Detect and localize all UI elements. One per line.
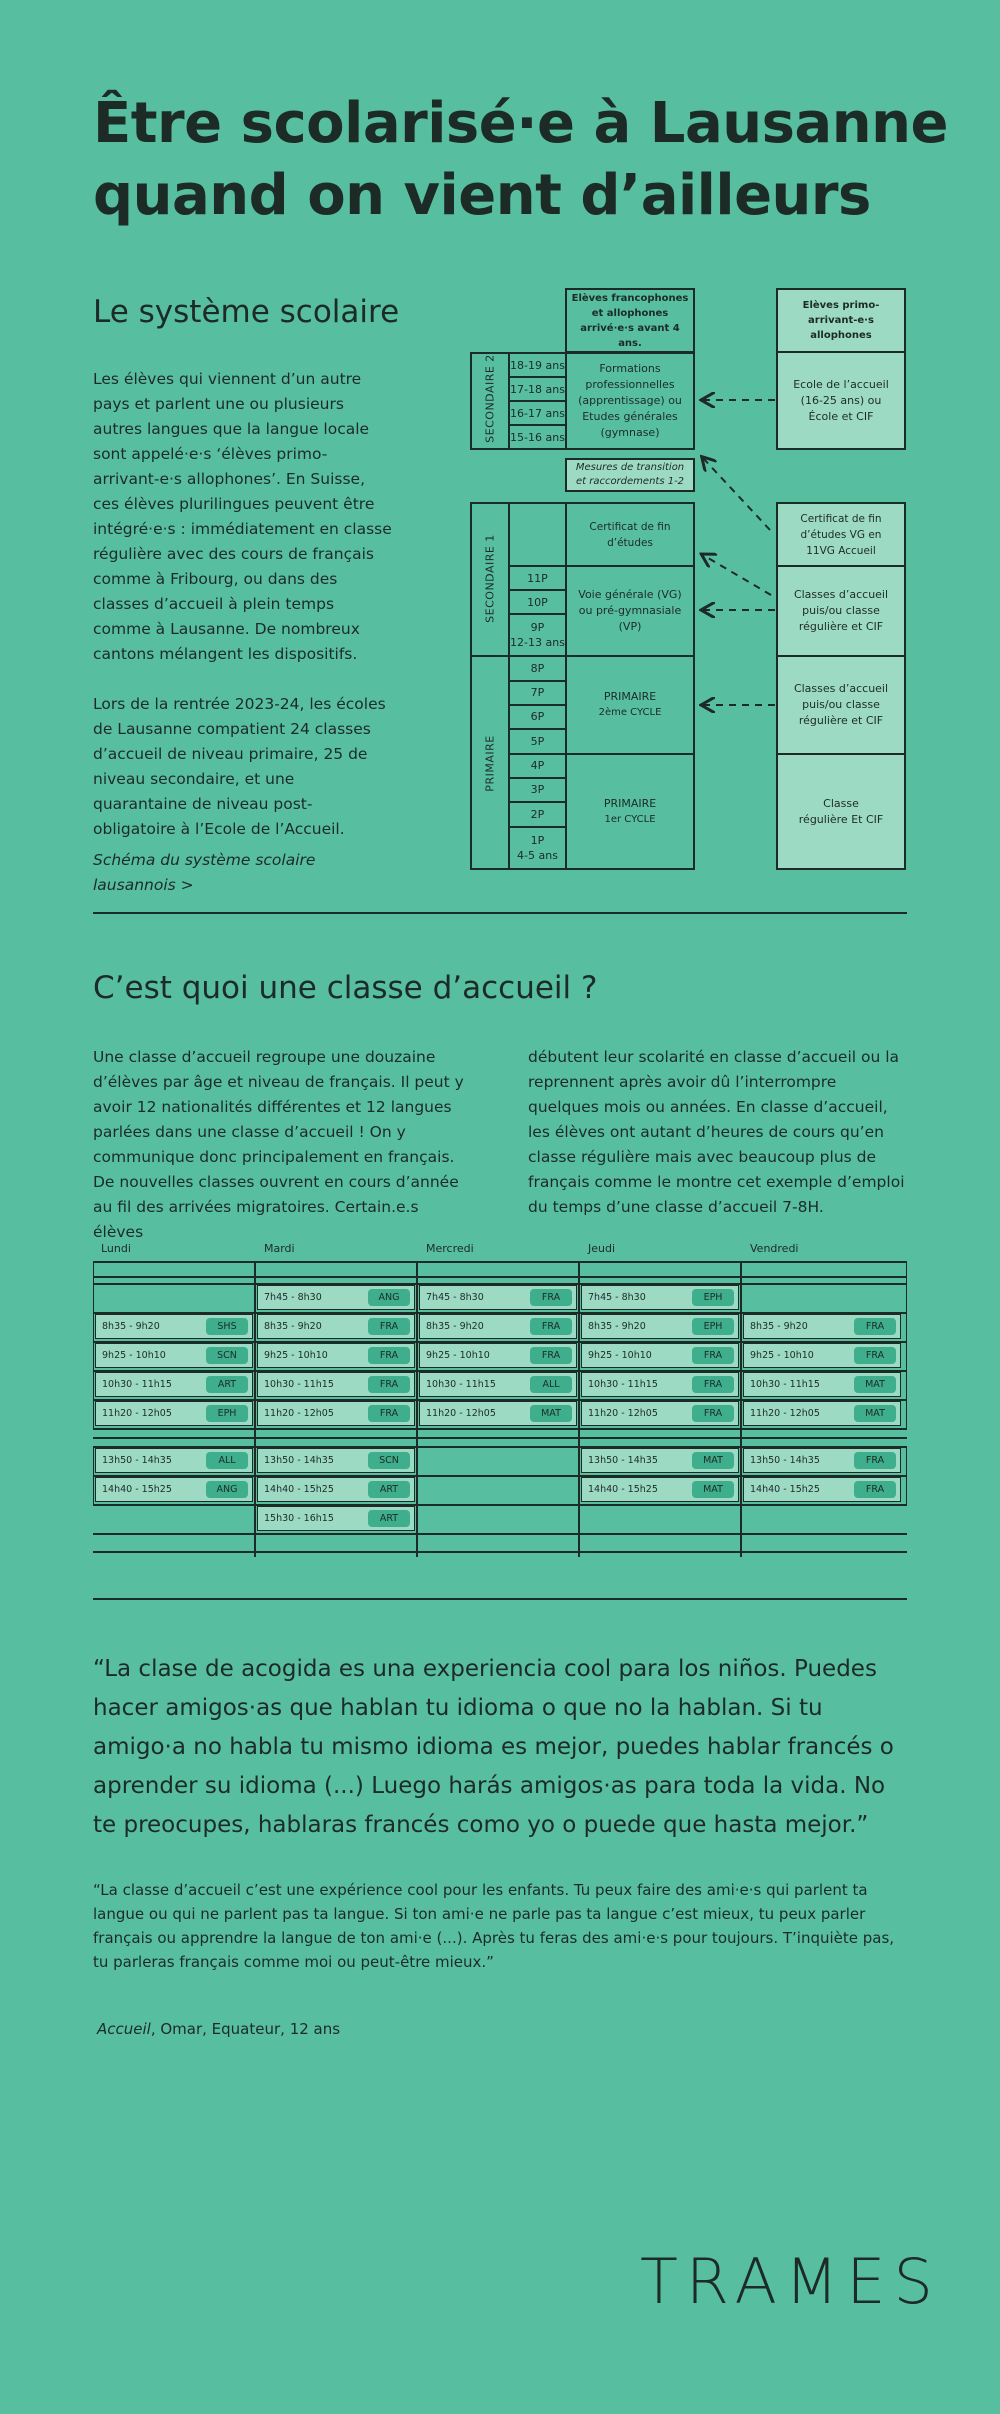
slot-subject-badge: ART [368,1510,410,1527]
primaire-cycle-1-sub: 1er CYCLE [604,813,656,825]
arrow-spacer-2 [703,470,770,525]
header-allophones-box [776,288,906,353]
certificat-fin-etudes: Certificat de fin d’études [589,520,671,549]
timetable-slot [743,1372,901,1397]
slot-time: 8h35 - 9h20 [588,1321,646,1332]
timetable-slot [743,1343,901,1368]
timetable-slot [257,1401,415,1426]
grade-2p: 2P [530,808,545,821]
slot-time: 9h25 - 10h10 [750,1350,814,1361]
slot-time: 13h50 - 14h35 [264,1455,334,1466]
slot-time: 14h40 - 15h25 [102,1484,172,1495]
timetable-slot [95,1372,253,1397]
slot-subject-badge: EPH [206,1405,248,1422]
slot-time: 7h45 - 8h30 [588,1292,646,1303]
timetable-slot [257,1372,415,1397]
timetable-slot [257,1477,415,1502]
classe-reguliere: Classe régulière Et CIF [798,796,884,826]
voie-generale: Voie générale (VG) ou pré-gymnasiale (VP) [578,588,682,633]
divider-1 [93,912,907,914]
slot-time: 9h25 - 10h10 [264,1350,328,1361]
grade-9p-label: 9P [530,621,545,634]
timetable-slot [95,1477,253,1502]
slot-time: 11h20 - 12h05 [264,1408,334,1419]
timetable-slot [743,1314,901,1339]
system-heading: Le système scolaire [93,294,400,330]
day-mardi: Mardi [264,1242,295,1255]
primaire-cycle-2-sub: 2ème CYCLE [598,707,662,718]
timetable-slot [257,1343,415,1368]
title-line-1: Être scolarisé·e à Lausanne [93,91,948,156]
timetable-slot [581,1314,739,1339]
timetable-slot [581,1401,739,1426]
slot-subject-badge: ART [368,1481,410,1498]
classes-accueil-prim-box [776,655,906,755]
grade-1p-label: 1P [530,834,545,847]
slot-time: 14h40 - 15h25 [750,1484,820,1495]
accueil-col-1: Une classe d’accueil regroupe une douzaine d’élèves par âge et niveau de français. Il peut y avoir 12 nationalités différentes et 12 langues parlées dans une classe d’accueil ! On y communique donc principalement en français. De nouvelles classes ouvrent en cours d’année au fil des arrivées migratoires. Certain.e.s élèves [93,1048,464,1241]
slot-time: 10h30 - 11h15 [750,1379,820,1390]
grade-4p: 4P [530,759,545,772]
page-title [93,88,948,232]
grade-8p: 8P [530,662,545,675]
scheme-link[interactable]: Schéma du système scolaire lausannois > [93,851,316,894]
timetable-slot [95,1314,253,1339]
age-sec2-1: 18-19 ans [510,358,565,372]
ecole-accueil: Ecole de l’accueil (16-25 ans) ou École et CIF [793,377,889,423]
arrow-certif-to-sec2 [703,458,770,530]
slot-subject-badge: FRA [854,1452,896,1469]
day-mercredi: Mercredi [426,1242,474,1255]
slot-subject-badge: FRA [692,1347,734,1364]
slot-time: 11h20 - 12h05 [102,1408,172,1419]
grade-1p [510,828,565,868]
slot-subject-badge: MAT [692,1452,734,1469]
slot-time: 10h30 - 11h15 [264,1379,334,1390]
slot-time: 9h25 - 10h10 [588,1350,652,1361]
trames-logo: TRAMES [640,2245,941,2318]
slot-time: 9h25 - 10h10 [102,1350,166,1361]
slot-subject-badge: EPH [692,1318,734,1335]
timetable-slot [95,1448,253,1473]
slot-subject-badge: SCN [368,1452,410,1469]
transition-text: Mesures de transition et raccordements 1-2 [575,462,685,487]
header-francophones-box [565,288,695,353]
grade-10p: 10P [527,595,548,609]
slot-time: 9h25 - 10h10 [426,1350,490,1361]
slot-subject-badge: ALL [206,1452,248,1469]
primaire-cycle-1 [567,755,693,868]
grade-6p: 6P [530,710,545,723]
primaire-cycle-1-title: PRIMAIRE [603,796,657,810]
system-paragraph-1: Les élèves qui viennent d’un autre pays et parlent une ou plusieurs autres langues que la langue locale sont appelé·e·s ‘élèves primo-arrivant-e·s allophones’. En Suisse, ces élèves plurilingues peuvent être intégré·e·s : immédiatement en classe régulière avec des cours de français comme à Fribourg, ou dans des classes d’accueil à plein temps comme à Lausanne. De nombreux cantons mélangent les dispositifs. [93,370,392,663]
classes-accueil-secondaire: Classes d’accueil puis/ou classe régulière et CIF [793,588,889,633]
quote-source [97,2017,340,2041]
age-sec2-2: 17-18 ans [510,382,565,396]
slot-time: 11h20 - 12h05 [750,1408,820,1419]
grade-9p-age: 12-13 ans [510,636,565,649]
day-lundi: Lundi [101,1242,131,1255]
slot-subject-badge: MAT [854,1376,896,1393]
slot-time: 7h45 - 8h30 [264,1292,322,1303]
timetable-slot [743,1448,901,1473]
slot-subject-badge: FRA [530,1347,572,1364]
system-paragraph-2: Lors de la rentrée 2023-24, les écoles de Lausanne compatient 24 classes d’accueil de niveau primaire, 25 de niveau secondaire, et une quarantaine de niveau post-obligatoire à l’Ecole de l’Accueil. [93,695,386,838]
slot-subject-badge: MAT [854,1405,896,1422]
certif-vg-box [776,502,906,567]
slot-subject-badge: ANG [368,1289,410,1306]
accueil-heading: C’est quoi une classe d’accueil ? [93,970,598,1006]
grade-9p [510,615,565,655]
slot-subject-badge: EPH [692,1289,734,1306]
title-line-2: quand on vient d’ailleurs [93,163,871,228]
certif-vg: Certificat de fin d’études VG en 11VG Accueil [800,512,882,557]
slot-subject-badge: FRA [368,1376,410,1393]
header-francophones: Elèves francophones et allophones arrivé·e·s avant 4 ans. [571,292,689,349]
slot-time: 10h30 - 11h15 [588,1379,658,1390]
day-jeudi: Jeudi [588,1242,616,1255]
divider-2 [93,1598,907,1600]
slot-time: 14h40 - 15h25 [588,1484,658,1495]
classes-accueil-primaire: Classes d’accueil puis/ou classe régulière et CIF [793,682,889,727]
timetable-slot [95,1343,253,1368]
slot-time: 11h20 - 12h05 [588,1408,658,1419]
transition-box [565,458,695,492]
slot-time: 7h45 - 8h30 [426,1292,484,1303]
slot-subject-badge: ANG [206,1481,248,1498]
slot-subject-badge: FRA [368,1347,410,1364]
reguliere-box [776,753,906,870]
slot-time: 10h30 - 11h15 [426,1379,496,1390]
age-sec2-4: 15-16 ans [510,430,565,444]
slot-subject-badge: FRA [368,1318,410,1335]
timetable-slot [581,1477,739,1502]
age-sec2-3: 16-17 ans [510,406,565,420]
slot-time: 8h35 - 9h20 [102,1321,160,1332]
day-vendredi: Vendredi [750,1242,799,1255]
classes-accueil-sec-box [776,565,906,657]
slot-subject-badge: FRA [854,1347,896,1364]
slot-subject-badge: FRA [854,1318,896,1335]
primaire-cycle-2 [567,657,693,753]
timetable-slot [419,1401,577,1426]
slot-subject-badge: FRA [530,1289,572,1306]
slot-time: 15h30 - 16h15 [264,1513,334,1524]
slot-time: 11h20 - 12h05 [426,1408,496,1419]
grade-5p: 5P [530,735,545,748]
slot-time: 10h30 - 11h15 [102,1379,172,1390]
header-allophones: Elèves primo-arrivant-e·s allophones [802,300,880,341]
timetable-slot [743,1401,901,1426]
arrow-spacer [703,465,770,535]
slot-time: 13h50 - 14h35 [102,1455,172,1466]
primaire-cycle-2-title: PRIMAIRE [603,690,657,703]
grade-3p: 3P [530,783,545,796]
timetable-slot [257,1285,415,1310]
accueil-col-2: débutent leur scolarité en classe d’accueil ou la reprennent après avoir dû l’interrompre quelques mois ou années. En classe d’accueil, les élèves ont autant d’heures de cours qu’en classe régulière mais avec beaucoup plus de français comme le montre cet exemple d’emploi du temps d’une classe d’accueil 7-8H. [528,1048,905,1216]
slot-subject-badge: FRA [368,1405,410,1422]
timetable-slot [581,1372,739,1397]
grade-1p-age: 4-5 ans [517,849,558,862]
timetable [93,1232,907,1557]
slot-subject-badge: FRA [854,1481,896,1498]
timetable-slot [419,1285,577,1310]
primaire-label: PRIMAIRE [483,735,497,792]
timetable-slot [581,1285,739,1310]
slot-subject-badge: FRA [692,1405,734,1422]
system-text [93,367,393,898]
slot-time: 13h50 - 14h35 [588,1455,658,1466]
source-details: , Omar, Equateur, 12 ans [150,2020,341,2038]
slot-subject-badge: MAT [692,1481,734,1498]
slot-subject-badge: SCN [206,1347,248,1364]
slot-subject-badge: FRA [692,1376,734,1393]
secondaire-1-label: SECONDAIRE 1 [483,534,497,623]
slot-time: 8h35 - 9h20 [750,1321,808,1332]
slot-subject-badge: ALL [530,1376,572,1393]
source-title: Accueil [97,2020,151,2038]
slot-time: 14h40 - 15h25 [264,1484,334,1495]
timetable-slot [743,1477,901,1502]
slot-subject-badge: MAT [530,1405,572,1422]
ecole-accueil-box [776,351,906,450]
timetable-slot [419,1372,577,1397]
timetable-slot [581,1343,739,1368]
timetable-slot [257,1314,415,1339]
grade-7p: 7P [530,686,545,699]
slot-subject-badge: FRA [530,1318,572,1335]
arrow-accueil-to-certif [703,555,771,595]
timetable-slot [257,1506,415,1531]
scheme-arrows [695,340,780,720]
sec2-formations: Formations professionnelles (apprentissage) ou Etudes générales (gymnase) [578,362,682,439]
slot-subject-badge: SHS [206,1318,248,1335]
timetable-slot [419,1314,577,1339]
timetable-slot [581,1448,739,1473]
secondaire-2-label: SECONDAIRE 2 [483,354,497,443]
slot-time: 13h50 - 14h35 [750,1455,820,1466]
slot-time: 8h35 - 9h20 [264,1321,322,1332]
timetable-slot [419,1343,577,1368]
quote-french: “La classe d’accueil c’est une expérience cool pour les enfants. Tu peux faire des ami·e·s qui parlent ta langue ou qui ne parlent pas ta langue. Si ton ami·e ne parle pas ta langue c’est mieux, tu peux parler français ou apprendre la langue de ton ami·e (...). Après tu feras des ami·e·s pour toujours. T’inquiète pas, tu parleras français comme moi ou peut-être mieux.” [93,1881,895,1971]
slot-subject-badge: ART [206,1376,248,1393]
timetable-slot [95,1401,253,1426]
grade-11p: 11P [527,571,548,585]
slot-time: 8h35 - 9h20 [426,1321,484,1332]
quote-spanish: “La clase de acogida es una experiencia cool para los niños. Puedes hacer amigos·as que hablan tu idioma o que no la hablan. Si tu amigo·a no habla tu mismo idioma es mejor, puedes hablar francés o aprender su idioma (...) Luego harás amigos·as para toda la vida. No te preocupes, hablaras francés como yo o puede que hasta mejor.” [93,1656,894,1838]
timetable-slot [257,1448,415,1473]
